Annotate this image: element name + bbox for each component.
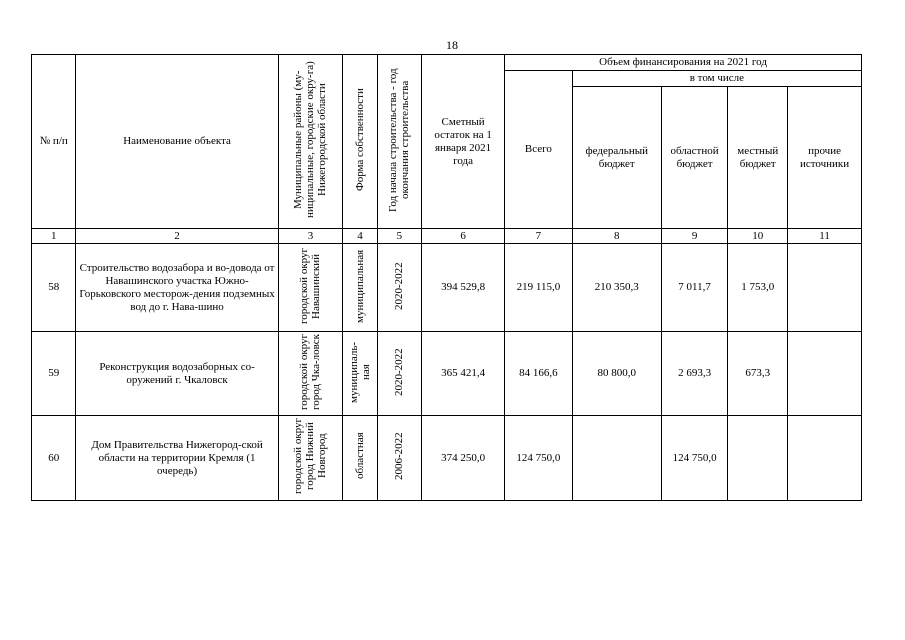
header-funding: Объем финансирования на 2021 год bbox=[505, 55, 862, 71]
col-number: 7 bbox=[505, 229, 573, 244]
header-district-text: Муниципальные районы (му-ниципальные, городские окру-га) Нижегородской области bbox=[292, 61, 329, 218]
row-years-text: 2006-2022 bbox=[393, 432, 406, 480]
row-name: Реконструкция водозаборных со-оружений г. Чкаловск bbox=[76, 332, 278, 416]
row-federal: 80 800,0 bbox=[572, 332, 661, 416]
col-number: 9 bbox=[661, 229, 728, 244]
header-num: № п/п bbox=[32, 55, 76, 229]
header-name: Наименование объекта bbox=[76, 55, 278, 229]
col-number: 2 bbox=[76, 229, 278, 244]
row-ownership bbox=[343, 244, 377, 332]
header-total: Всего bbox=[505, 71, 573, 229]
row-total: 84 166,6 bbox=[505, 332, 573, 416]
header-years bbox=[377, 55, 421, 229]
row-local: 673,3 bbox=[728, 332, 788, 416]
row-name: Дом Правительства Нижегород-ской области на территории Кремля (1 очередь) bbox=[76, 416, 278, 501]
col-number: 8 bbox=[572, 229, 661, 244]
row-local bbox=[728, 416, 788, 501]
row-name: Строительство водозабора и во-довода от Навашинского участка Южно-Горьковского месторож-дения подземных вод до г. Нава-шино bbox=[76, 244, 278, 332]
header-local: местный бюджет bbox=[728, 87, 788, 229]
header-ownership bbox=[343, 55, 377, 229]
row-ownership-text: муниципаль-ная bbox=[348, 340, 372, 403]
header-including: в том числе bbox=[572, 71, 861, 87]
row-estimate: 394 529,8 bbox=[422, 244, 505, 332]
table-row bbox=[32, 244, 862, 332]
col-number: 11 bbox=[788, 229, 862, 244]
row-district-text: городской округ Навашинский bbox=[298, 247, 323, 324]
row-total: 219 115,0 bbox=[505, 244, 573, 332]
col-number: 1 bbox=[32, 229, 76, 244]
header-years-text: Год начала строительства - год окончания строительства bbox=[387, 67, 412, 212]
table-row bbox=[32, 416, 862, 501]
row-total: 124 750,0 bbox=[505, 416, 573, 501]
row-federal bbox=[572, 416, 661, 501]
row-district-text: городской округ город Нижний Новгород bbox=[292, 417, 329, 495]
row-regional: 2 693,3 bbox=[661, 332, 728, 416]
header-estimate: Сметный остаток на 1 января 2021 года bbox=[422, 55, 505, 229]
col-number: 6 bbox=[422, 229, 505, 244]
row-years bbox=[377, 332, 421, 416]
col-number: 4 bbox=[343, 229, 377, 244]
row-years-text: 2020-2022 bbox=[393, 261, 406, 310]
row-years-text: 2020-2022 bbox=[393, 347, 406, 396]
row-federal: 210 350,3 bbox=[572, 244, 661, 332]
row-other bbox=[788, 332, 862, 416]
col-number: 10 bbox=[728, 229, 788, 244]
row-estimate: 374 250,0 bbox=[422, 416, 505, 501]
row-other bbox=[788, 416, 862, 501]
row-years bbox=[377, 416, 421, 501]
header-ownership-text: Форма собственности bbox=[354, 88, 366, 191]
row-district bbox=[278, 416, 343, 501]
row-district-text: городской округ город Чка-ловск bbox=[298, 333, 323, 410]
column-number-row bbox=[32, 229, 862, 244]
header-federal: федеральный бюджет bbox=[572, 87, 661, 229]
row-ownership bbox=[343, 332, 377, 416]
header-other: прочие источники bbox=[788, 87, 862, 229]
row-district bbox=[278, 244, 343, 332]
row-ownership bbox=[343, 416, 377, 501]
row-district bbox=[278, 332, 343, 416]
row-local: 1 753,0 bbox=[728, 244, 788, 332]
header-district bbox=[278, 55, 343, 229]
row-years bbox=[377, 244, 421, 332]
row-num: 59 bbox=[32, 332, 76, 416]
header-regional: областной бюджет bbox=[661, 87, 728, 229]
row-regional: 7 011,7 bbox=[661, 244, 728, 332]
row-ownership-text: муниципальная bbox=[354, 248, 366, 323]
row-regional: 124 750,0 bbox=[661, 416, 728, 501]
row-other bbox=[788, 244, 862, 332]
row-num: 58 bbox=[32, 244, 76, 332]
row-num: 60 bbox=[32, 416, 76, 501]
row-estimate: 365 421,4 bbox=[422, 332, 505, 416]
funding-table bbox=[31, 54, 862, 501]
row-ownership-text: областная bbox=[354, 432, 366, 480]
page-number: 18 bbox=[446, 38, 458, 52]
col-number: 3 bbox=[278, 229, 343, 244]
table-row bbox=[32, 332, 862, 416]
col-number: 5 bbox=[377, 229, 421, 244]
